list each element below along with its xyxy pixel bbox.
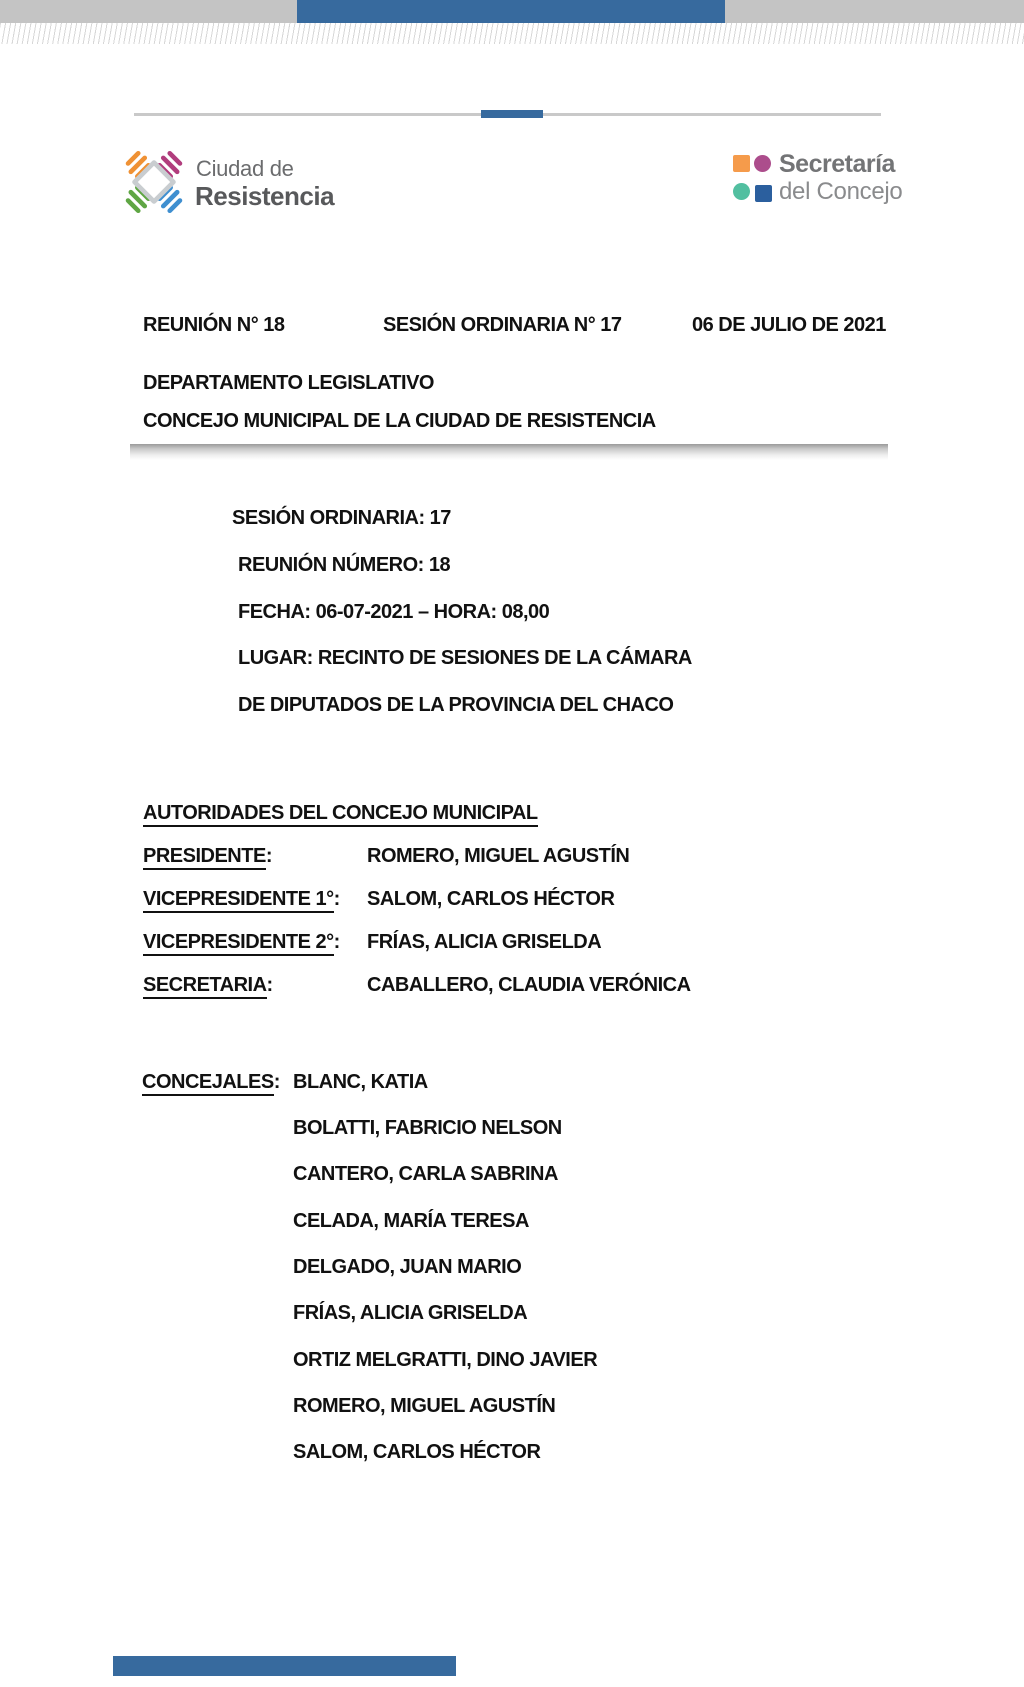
city-logo-line2: Resistencia [195, 181, 335, 211]
secretary-logo-icon [733, 155, 773, 204]
authority-value: CABALLERO, CLAUDIA VERÓNICA [367, 974, 691, 996]
session-info-line: DE DIPUTADOS DE LA PROVINCIA DEL CHACO [238, 694, 674, 716]
authority-value: SALOM, CARLOS HÉCTOR [367, 888, 615, 910]
session-info-line: REUNIÓN NÚMERO: 18 [238, 554, 451, 576]
concejal-name: ROMERO, MIGUEL AGUSTÍN [293, 1395, 556, 1417]
authority-label: VICEPRESIDENTE 2° [143, 931, 334, 956]
concejal-name: ORTIZ MELGRATTI, DINO JAVIER [293, 1349, 598, 1371]
header-rule-blue-segment [481, 110, 543, 118]
concejal-name: BLANC, KATIA [293, 1071, 428, 1093]
city-logo-icon [124, 144, 184, 220]
colon: : [333, 888, 340, 910]
concejal-name: BOLATTI, FABRICIO NELSON [293, 1117, 562, 1139]
concejales-label: CONCEJALES [142, 1071, 274, 1096]
concejal-name: CANTERO, CARLA SABRINA [293, 1163, 558, 1185]
diamond-pinwheel-icon [124, 144, 184, 220]
authority-row [143, 927, 743, 957]
secretary-logo-line2: del Concejo [779, 178, 903, 205]
council-line: CONCEJO MUNICIPAL DE LA CIUDAD DE RESISTENCIA [143, 410, 656, 432]
concejal-name: CELADA, MARÍA TERESA [293, 1210, 529, 1232]
colon: : [265, 845, 272, 867]
authorities-heading-text: AUTORIDADES DEL CONCEJO MUNICIPAL [143, 802, 538, 827]
authority-label: SECRETARIA [143, 974, 267, 999]
authority-row [143, 884, 743, 914]
authority-row [143, 970, 743, 1000]
session-info-line: LUGAR: RECINTO DE SESIONES DE LA CÁMARA [238, 647, 692, 669]
authority-row [143, 841, 743, 871]
top-gray-bar [0, 0, 1024, 23]
top-blue-bar [297, 0, 725, 23]
authorities-heading [143, 798, 538, 828]
session-number: SESIÓN ORDINARIA N° 17 [383, 314, 622, 336]
concejales-label-row [142, 1067, 280, 1097]
authority-label: PRESIDENTE [143, 845, 266, 870]
session-date: 06 DE JULIO DE 2021 [692, 314, 886, 336]
purple-circle-icon [754, 155, 771, 172]
city-logo-line1: Ciudad de [196, 156, 294, 181]
footer-accent-bar [113, 1656, 456, 1676]
concejal-name: DELGADO, JUAN MARIO [293, 1256, 522, 1278]
session-info-line: SESIÓN ORDINARIA: 17 [232, 507, 451, 529]
concejal-name: SALOM, CARLOS HÉCTOR [293, 1441, 541, 1463]
secretary-logo-line1: Secretaría [779, 150, 895, 178]
teal-circle-icon [733, 183, 750, 200]
authority-value: ROMERO, MIGUEL AGUSTÍN [367, 845, 630, 867]
authority-label: VICEPRESIDENTE 1° [143, 888, 334, 913]
section-divider [130, 444, 888, 460]
blue-square-icon [755, 185, 772, 202]
orange-square-icon [733, 155, 750, 172]
concejal-name: FRÍAS, ALICIA GRISELDA [293, 1302, 528, 1324]
authority-value: FRÍAS, ALICIA GRISELDA [367, 931, 602, 953]
colon: : [333, 931, 340, 953]
session-info-line: FECHA: 06-07-2021 – HORA: 08,00 [238, 601, 550, 623]
colon: : [266, 974, 273, 996]
department-line: DEPARTAMENTO LEGISLATIVO [143, 372, 434, 394]
hatch-pattern-band [0, 23, 1024, 44]
colon: : [273, 1071, 280, 1093]
reunion-number: REUNIÓN N° 18 [143, 314, 285, 336]
